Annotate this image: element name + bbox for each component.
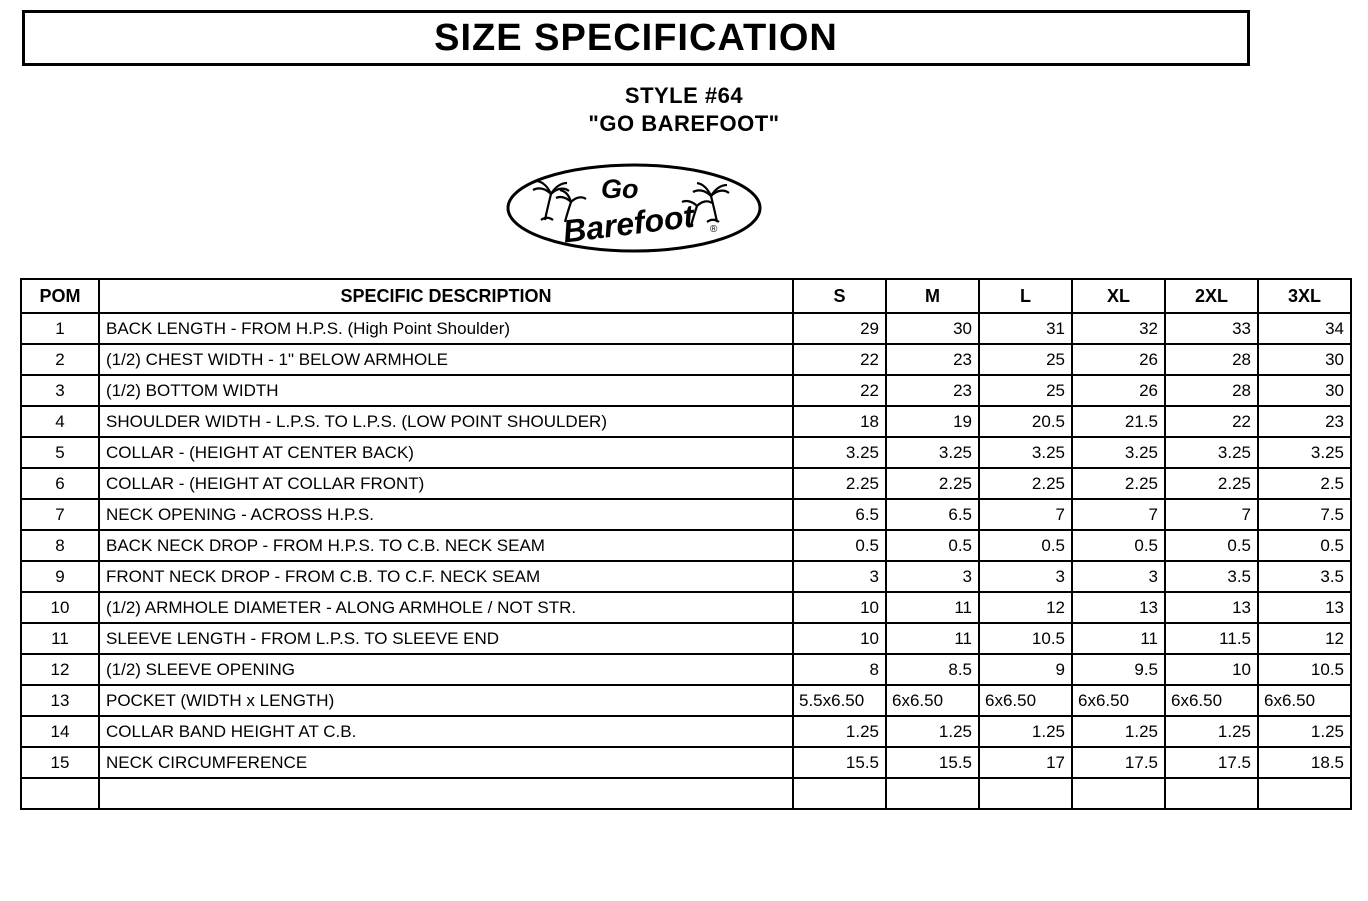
cell-measurement-xl [1072,778,1165,809]
cell-description: COLLAR - (HEIGHT AT CENTER BACK) [99,437,793,468]
cell-measurement-l: 17 [979,747,1072,778]
cell-measurement-3xl: 2.5 [1258,468,1351,499]
svg-text:Barefoot: Barefoot [560,197,696,250]
cell-measurement-3xl: 18.5 [1258,747,1351,778]
cell-description: SHOULDER WIDTH - L.P.S. TO L.P.S. (LOW POINT SHOULDER) [99,406,793,437]
table-row [21,778,1351,809]
cell-description: FRONT NECK DROP - FROM C.B. TO C.F. NECK SEAM [99,561,793,592]
cell-measurement-3xl: 10.5 [1258,654,1351,685]
cell-measurement-l: 25 [979,344,1072,375]
cell-measurement-xl: 7 [1072,499,1165,530]
cell-measurement-2xl: 33 [1165,313,1258,344]
cell-measurement-s: 8 [793,654,886,685]
cell-measurement-s: 1.25 [793,716,886,747]
cell-measurement-xl: 9.5 [1072,654,1165,685]
cell-measurement-m: 1.25 [886,716,979,747]
table-row [21,313,1351,344]
go-barefoot-logo [505,162,763,254]
logo-icon [505,162,763,254]
cell-description: BACK LENGTH - FROM H.P.S. (High Point Shoulder) [99,313,793,344]
cell-measurement-m: 8.5 [886,654,979,685]
cell-measurement-3xl: 3.5 [1258,561,1351,592]
cell-measurement-xl: 13 [1072,592,1165,623]
cell-measurement-s: 6.5 [793,499,886,530]
cell-measurement-xl: 0.5 [1072,530,1165,561]
table-body [21,313,1351,809]
cell-measurement-3xl: 1.25 [1258,716,1351,747]
cell-pom: 2 [21,344,99,375]
cell-measurement-3xl: 6x6.50 [1258,685,1351,716]
cell-pom: 12 [21,654,99,685]
column-header-2xl: 2XL [1165,279,1258,313]
style-name: "GO BAREFOOT" [588,111,780,136]
table-row [21,344,1351,375]
cell-measurement-2xl: 10 [1165,654,1258,685]
table-row [21,654,1351,685]
table-row [21,437,1351,468]
cell-pom: 1 [21,313,99,344]
cell-pom: 6 [21,468,99,499]
cell-measurement-xl: 6x6.50 [1072,685,1165,716]
cell-measurement-3xl: 30 [1258,375,1351,406]
column-header-s: S [793,279,886,313]
cell-measurement-l: 1.25 [979,716,1072,747]
cell-measurement-2xl: 13 [1165,592,1258,623]
table-row [21,685,1351,716]
cell-measurement-s: 0.5 [793,530,886,561]
cell-description: BACK NECK DROP - FROM H.P.S. TO C.B. NECK SEAM [99,530,793,561]
cell-measurement-s: 3 [793,561,886,592]
cell-pom: 8 [21,530,99,561]
cell-measurement-m: 23 [886,344,979,375]
cell-pom: 4 [21,406,99,437]
cell-measurement-l: 10.5 [979,623,1072,654]
cell-measurement-3xl: 12 [1258,623,1351,654]
cell-pom: 9 [21,561,99,592]
cell-measurement-l: 3.25 [979,437,1072,468]
cell-measurement-m: 6x6.50 [886,685,979,716]
cell-measurement-xl: 11 [1072,623,1165,654]
cell-description: (1/2) CHEST WIDTH - 1" BELOW ARMHOLE [99,344,793,375]
column-header-3xl: 3XL [1258,279,1351,313]
cell-measurement-l: 6x6.50 [979,685,1072,716]
cell-pom [21,778,99,809]
table-row [21,530,1351,561]
cell-measurement-xl: 3 [1072,561,1165,592]
cell-measurement-2xl: 6x6.50 [1165,685,1258,716]
column-header-pom: POM [21,279,99,313]
cell-measurement-l: 9 [979,654,1072,685]
cell-measurement-3xl: 23 [1258,406,1351,437]
cell-measurement-s: 18 [793,406,886,437]
table-header-row [21,279,1351,313]
cell-measurement-l: 2.25 [979,468,1072,499]
column-header-m: M [886,279,979,313]
cell-measurement-s: 2.25 [793,468,886,499]
table-row [21,375,1351,406]
cell-measurement-l: 20.5 [979,406,1072,437]
cell-measurement-m: 15.5 [886,747,979,778]
cell-measurement-2xl: 28 [1165,375,1258,406]
cell-measurement-xl: 3.25 [1072,437,1165,468]
table-row [21,561,1351,592]
cell-measurement-m: 2.25 [886,468,979,499]
cell-measurement-s: 15.5 [793,747,886,778]
cell-measurement-2xl [1165,778,1258,809]
table-row [21,592,1351,623]
cell-description: (1/2) ARMHOLE DIAMETER - ALONG ARMHOLE / NOT STR. [99,592,793,623]
cell-measurement-m: 30 [886,313,979,344]
cell-pom: 10 [21,592,99,623]
cell-description: NECK OPENING - ACROSS H.P.S. [99,499,793,530]
cell-measurement-xl: 2.25 [1072,468,1165,499]
cell-measurement-3xl: 34 [1258,313,1351,344]
cell-measurement-2xl: 17.5 [1165,747,1258,778]
cell-description: SLEEVE LENGTH - FROM L.P.S. TO SLEEVE END [99,623,793,654]
cell-measurement-xl: 1.25 [1072,716,1165,747]
cell-measurement-m: 11 [886,623,979,654]
cell-measurement-l: 25 [979,375,1072,406]
cell-measurement-xl: 26 [1072,344,1165,375]
cell-measurement-2xl: 1.25 [1165,716,1258,747]
table-row [21,747,1351,778]
cell-measurement-xl: 26 [1072,375,1165,406]
table-row [21,623,1351,654]
column-header-l: L [979,279,1072,313]
cell-measurement-xl: 32 [1072,313,1165,344]
cell-pom: 14 [21,716,99,747]
cell-measurement-2xl: 7 [1165,499,1258,530]
cell-pom: 13 [21,685,99,716]
logo-registered-mark: ® [710,224,718,235]
page-title: SIZE SPECIFICATION [434,16,838,59]
cell-measurement-s: 10 [793,592,886,623]
cell-measurement-3xl [1258,778,1351,809]
cell-pom: 11 [21,623,99,654]
table-row [21,716,1351,747]
style-number: STYLE #64 [624,83,744,108]
cell-pom: 7 [21,499,99,530]
cell-pom: 3 [21,375,99,406]
cell-measurement-xl: 21.5 [1072,406,1165,437]
cell-description: (1/2) BOTTOM WIDTH [99,375,793,406]
cell-measurement-s: 5.5x6.50 [793,685,886,716]
cell-measurement-m: 19 [886,406,979,437]
cell-measurement-s [793,778,886,809]
cell-measurement-3xl: 30 [1258,344,1351,375]
cell-measurement-s: 29 [793,313,886,344]
table-row [21,499,1351,530]
table-row [21,468,1351,499]
cell-measurement-2xl: 3.25 [1165,437,1258,468]
column-header-description: SPECIFIC DESCRIPTION [99,279,793,313]
cell-description: COLLAR BAND HEIGHT AT C.B. [99,716,793,747]
cell-measurement-2xl: 28 [1165,344,1258,375]
table-row [21,406,1351,437]
cell-measurement-s: 10 [793,623,886,654]
cell-measurement-2xl: 3.5 [1165,561,1258,592]
cell-measurement-l: 31 [979,313,1072,344]
cell-measurement-2xl: 2.25 [1165,468,1258,499]
cell-description [99,778,793,809]
cell-measurement-m: 0.5 [886,530,979,561]
style-heading [0,82,1368,138]
cell-measurement-xl: 17.5 [1072,747,1165,778]
cell-measurement-3xl: 7.5 [1258,499,1351,530]
title-banner [22,10,1250,66]
size-specification-table [20,278,1352,810]
cell-measurement-2xl: 11.5 [1165,623,1258,654]
cell-measurement-m: 3 [886,561,979,592]
cell-measurement-s: 3.25 [793,437,886,468]
cell-description: NECK CIRCUMFERENCE [99,747,793,778]
cell-measurement-s: 22 [793,344,886,375]
cell-measurement-m: 6.5 [886,499,979,530]
cell-measurement-l: 0.5 [979,530,1072,561]
cell-measurement-m: 3.25 [886,437,979,468]
cell-measurement-m: 23 [886,375,979,406]
cell-description: POCKET (WIDTH x LENGTH) [99,685,793,716]
cell-measurement-3xl: 13 [1258,592,1351,623]
cell-pom: 15 [21,747,99,778]
cell-measurement-3xl: 0.5 [1258,530,1351,561]
cell-measurement-l: 3 [979,561,1072,592]
cell-measurement-s: 22 [793,375,886,406]
cell-pom: 5 [21,437,99,468]
cell-description: COLLAR - (HEIGHT AT COLLAR FRONT) [99,468,793,499]
cell-description: (1/2) SLEEVE OPENING [99,654,793,685]
cell-measurement-3xl: 3.25 [1258,437,1351,468]
cell-measurement-2xl: 22 [1165,406,1258,437]
cell-measurement-l: 7 [979,499,1072,530]
cell-measurement-l [979,778,1072,809]
column-header-xl: XL [1072,279,1165,313]
logo-word-top: Go [601,174,639,204]
cell-measurement-2xl: 0.5 [1165,530,1258,561]
cell-measurement-m: 11 [886,592,979,623]
cell-measurement-l: 12 [979,592,1072,623]
cell-measurement-m [886,778,979,809]
